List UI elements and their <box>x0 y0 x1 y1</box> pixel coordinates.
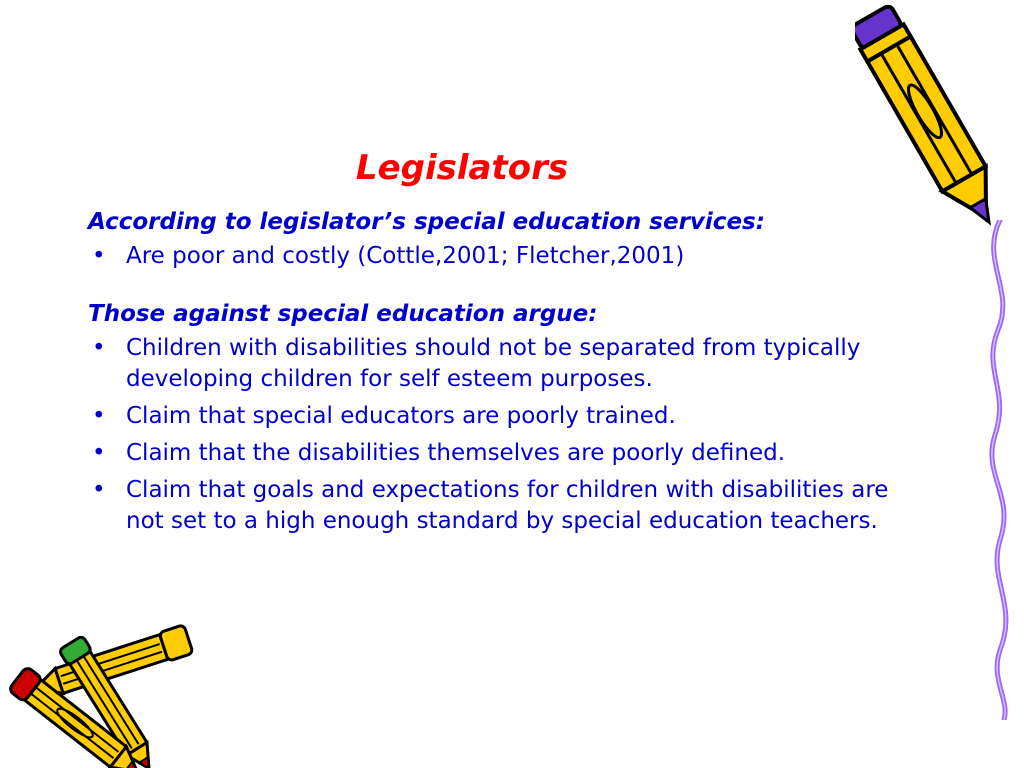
bullet-icon: • <box>92 243 106 269</box>
bullet-icon: • <box>92 403 106 429</box>
bullet-icon: • <box>92 335 106 361</box>
slide-title: Legislators <box>355 148 569 188</box>
bullet-text: Claim that goals and expectations for children with disabilities are not set to a high enough standard by special education teachers. <box>126 477 889 534</box>
bullet-icon: • <box>92 477 106 503</box>
crossed-pencils-icon <box>0 618 210 768</box>
bullet-list <box>88 333 928 537</box>
bullet-icon: • <box>92 440 106 466</box>
bullet-text: Claim that special educators are poorly trained. <box>126 403 676 429</box>
bullet-text: Children with disabilities should not be separated from typically developing children for self esteem purposes. <box>126 335 861 392</box>
list-item <box>88 475 928 537</box>
list-item <box>88 241 928 272</box>
slide-body <box>88 207 928 543</box>
list-item <box>88 438 928 469</box>
bullet-text: Claim that the disabilities themselves are poorly defined. <box>126 440 786 466</box>
section-heading: According to legislator’s special education services: <box>88 209 765 235</box>
bullet-text: Are poor and costly (Cottle,2001; Fletcher,2001) <box>126 243 685 269</box>
squiggle-line <box>960 220 1024 720</box>
list-item <box>88 333 928 395</box>
list-item <box>88 401 928 432</box>
bullet-list <box>88 241 928 272</box>
section-heading: Those against special education argue: <box>88 301 598 327</box>
